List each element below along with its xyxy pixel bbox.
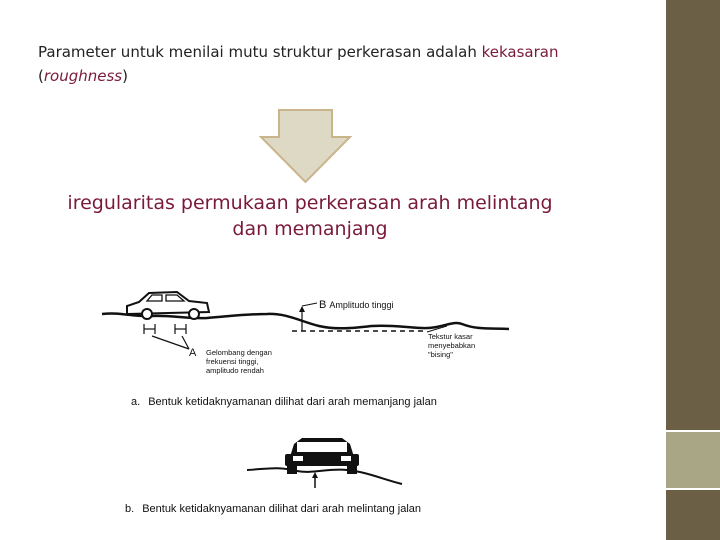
heading-paren-close: )	[122, 67, 128, 85]
figure-drawing	[97, 256, 515, 526]
note-a-line: frekuensi tinggi,	[206, 357, 259, 366]
note-a-line: Gelombang dengan	[206, 348, 272, 357]
note-wave-a	[206, 348, 316, 375]
down-arrow-icon	[259, 109, 352, 184]
caption-a	[131, 396, 437, 408]
caption-b	[125, 503, 421, 515]
decorative-sidebar	[666, 0, 720, 540]
sidebar-accent-block	[666, 432, 720, 488]
heading-paren-open: (	[38, 67, 44, 85]
note-texture-line: "bising"	[428, 350, 453, 359]
note-texture-line: Tekstur kasar	[428, 332, 473, 341]
caption-a-text: Bentuk ketidaknyamanan dilihat dari arah memanjang jalan	[148, 396, 437, 408]
note-texture-line: menyebabkan	[428, 341, 476, 350]
car-front-icon	[285, 438, 359, 474]
caption-b-letter: b.	[125, 503, 135, 515]
roughness-figure	[97, 256, 515, 526]
wavelength-markers	[144, 324, 189, 349]
heading-highlight: kekasaran	[481, 43, 559, 61]
note-a-line: amplitudo rendah	[206, 366, 264, 375]
label-a: A	[189, 347, 197, 359]
slide-heading	[38, 40, 638, 88]
caption-a-letter: a.	[131, 396, 141, 408]
heading-term-italic: roughness	[43, 67, 123, 85]
label-b	[319, 299, 393, 311]
subtitle	[40, 190, 580, 242]
heading-text: Parameter untuk menilai mutu struktur perkerasan adalah	[38, 43, 482, 61]
road-cross-section-line	[247, 468, 402, 484]
subtitle-line-1: iregularitas permukaan perkerasan arah melintang	[67, 192, 553, 214]
caption-b-text: Bentuk ketidaknyamanan dilihat dari arah melintang jalan	[142, 503, 422, 515]
label-b-letter: B	[319, 299, 327, 311]
sidebar-divider	[666, 488, 720, 490]
note-texture	[428, 332, 518, 359]
subtitle-line-2: dan memanjang	[232, 218, 388, 240]
label-b-text: Amplitudo tinggi	[329, 300, 394, 310]
road-profile-line	[102, 314, 509, 329]
